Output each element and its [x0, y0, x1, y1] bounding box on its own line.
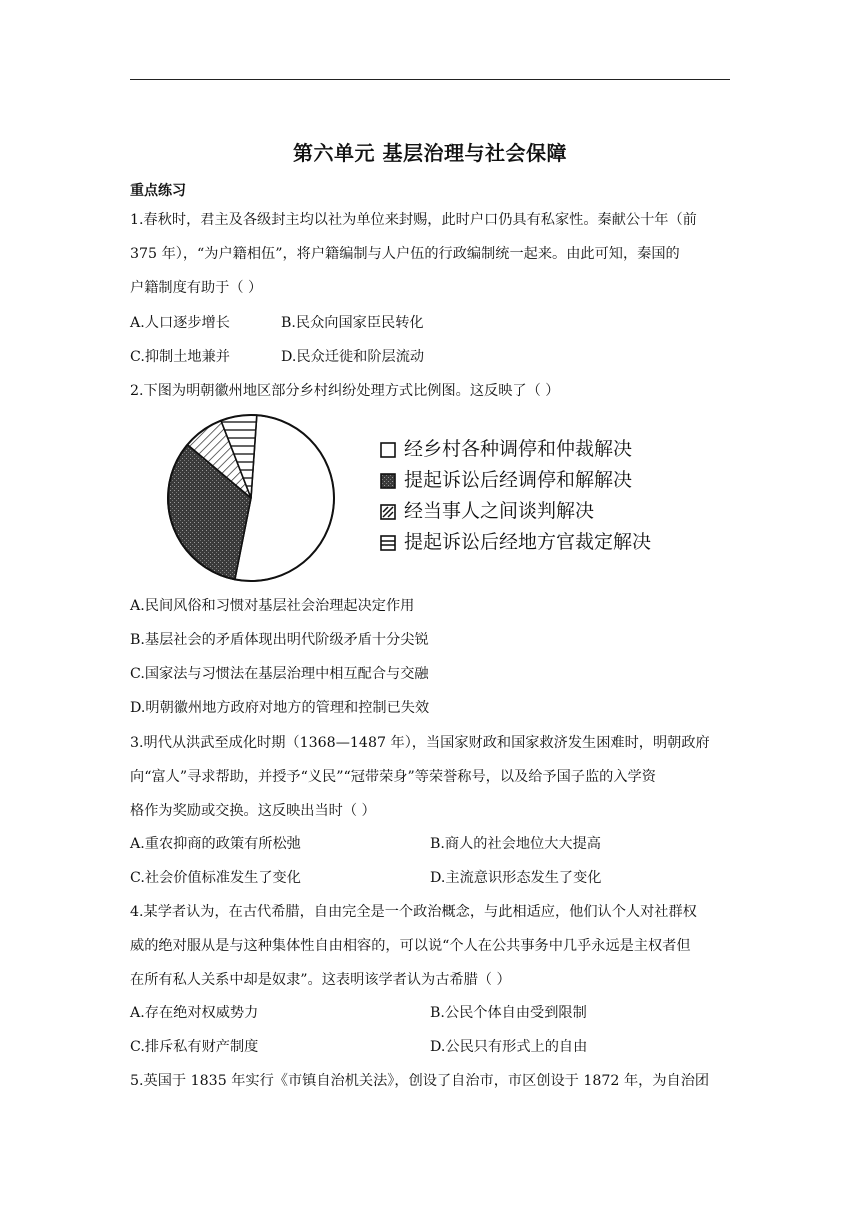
q4-option-b: B.公民个体自由受到限制 [430, 1005, 587, 1021]
q1-line-3: 户籍制度有助于（ ） [130, 280, 263, 296]
header-rule [130, 79, 730, 80]
q3-option-d: D.主流意识形态发生了变化 [430, 870, 602, 886]
chart-legend [380, 434, 651, 558]
q4-line-1: 4.某学者认为，在古代希腊，自由完全是一个政治概念，与此相适应，他们认个人对社群权 [130, 904, 697, 920]
q1-line-1: 1.春秋时，君主及各级封主均以社为单位来封赐，此时户口仍具有私家性。秦献公十年（前 [130, 212, 697, 228]
q1-line-2: 375 年），“为户籍相伍”，将户籍编制与人户伍的行政编制统一起来。由此可知，秦国的 [130, 246, 680, 262]
q3-option-c: C.社会价值标准发生了变化 [130, 870, 301, 886]
legend-swatch-horizontal [380, 535, 396, 551]
legend-label-3: 经当事人之间谈判解决 [404, 500, 595, 522]
q3-option-b: B.商人的社会地位大大提高 [430, 836, 601, 852]
q4-option-a: A.存在绝对权威势力 [130, 1005, 259, 1021]
section-heading: 重点练习 [130, 183, 186, 199]
q4-option-d: D.公民只有形式上的自由 [430, 1039, 588, 1055]
legend-label-2: 提起诉讼后经调停和解解决 [404, 469, 633, 491]
q1-option-b: B.民众向国家臣民转化 [281, 315, 424, 331]
legend-swatch-stipple [380, 473, 396, 489]
q3-line-3: 格作为奖励或交换。这反映出当时（ ） [130, 803, 376, 819]
legend-label-4: 提起诉讼后经地方官裁定解决 [404, 531, 652, 553]
q3-option-a: A.重农抑商的政策有所松弛 [130, 836, 301, 852]
legend-label-1: 经乡村各种调停和仲裁解决 [404, 438, 633, 460]
q1-option-d: D.民众迁徙和阶层流动 [281, 349, 425, 365]
q2-option-c: C.国家法与习惯法在基层治理中相互配合与交融 [130, 666, 429, 682]
legend-item-3 [380, 496, 651, 527]
legend-item-4 [380, 527, 651, 558]
q2-option-a: A.民间风俗和习惯对基层社会治理起决定作用 [130, 598, 415, 614]
legend-swatch-blank [380, 442, 396, 458]
q4-line-3: 在所有私人关系中却是奴隶”。这表明该学者认为古希腊（ ） [130, 972, 511, 988]
q2-option-b: B.基层社会的矛盾体现出明代阶级矛盾十分尖锐 [130, 632, 429, 648]
q5-line-1: 5.英国于 1835 年实行《市镇自治机关法》，创设了自治市，市区创设于 1872 年，为自治团 [130, 1073, 710, 1089]
q2-option-d: D.明朝徽州地方政府对地方的管理和控制已失效 [130, 700, 430, 716]
q3-line-2: 向“富人”寻求帮助，并授予“义民”“冠带荣身”等荣誉称号，以及给予国子监的入学资 [130, 769, 656, 785]
q3-line-1: 3.明代从洪武至成化时期（1368—1487 年），当国家财政和国家救济发生困难时，明朝政府 [130, 735, 710, 751]
page-title: 第六单元 基层治理与社会保障 [293, 141, 567, 165]
q1-option-a: A.人口逐步增长 [130, 315, 230, 331]
pie-svg [166, 410, 336, 588]
q4-line-2: 威的绝对服从是与这种集体性自由相容的，可以说“个人在公共事务中几乎永远是主权者但 [130, 938, 691, 954]
legend-swatch-diagonal [380, 504, 396, 520]
legend-item-1 [380, 434, 651, 465]
q2-stem: 2.下图为明朝徽州地区部分乡村纠纷处理方式比例图。这反映了（ ） [130, 383, 560, 399]
q4-option-c: C.排斥私有财产制度 [130, 1039, 259, 1055]
legend-item-2 [380, 465, 651, 496]
q1-option-c: C.抑制土地兼并 [130, 349, 230, 365]
